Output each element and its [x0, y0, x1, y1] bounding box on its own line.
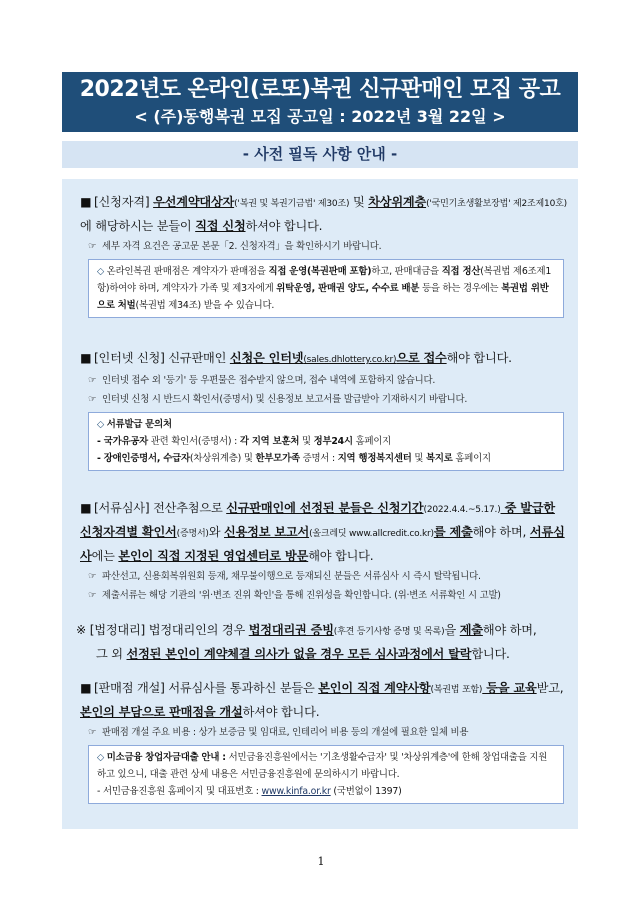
text: 합니다. — [471, 647, 510, 661]
text: 해야 합니다. — [308, 549, 374, 563]
text: 해야 하며, — [472, 525, 530, 539]
text: 및 — [349, 195, 369, 209]
text: 서류심사를 통과하신 분들은 — [164, 681, 319, 695]
box-header: 미소금융 창업자금대출 안내 : — [106, 752, 226, 763]
box-header: 서류발급 문의처 — [106, 419, 172, 430]
box-text: 등을 하는 경우에는 — [419, 283, 502, 294]
small-text: (후견 등기사항 증명 및 목록) — [333, 627, 445, 637]
text: 신규판매인 — [164, 351, 230, 365]
kinfa-link[interactable]: www.kinfa.or.kr — [261, 786, 331, 797]
text: 에 해당하시는 분들이 — [80, 219, 196, 233]
box-text: 온라인복권 판매점은 계약자가 판매점을 — [106, 266, 269, 277]
text: 전산추첨으로 — [149, 501, 227, 515]
box-text: 홈페이지 — [452, 453, 491, 464]
box-text: 홈페이지 — [352, 436, 392, 447]
sub-note-text: 파산선고, 신용회복위원회 등재, 채무불이행으로 등재되신 분들은 서류심사 시 즉시 탈락됩니다. — [102, 571, 481, 582]
text: 받고, — [536, 681, 564, 695]
box-text: 서민금융진흥원에서는 '기초생활수급자' 및 '차상위계층'에 한해 창업대출을 지원하고 있으니, 대출 관련 상세 내용은 서민금융진흥원에 문의하시기 바랍니다. — [97, 752, 548, 780]
box-text: 관련 확인서(증명서) : — [148, 436, 240, 447]
section-label: [판매점 개설] — [94, 681, 165, 695]
section-label: [인터넷 신청] — [94, 351, 165, 365]
box-text: (국번없이 1397) — [330, 786, 402, 797]
bold-text: 본인의 부담으로 판매점을 개설 — [80, 705, 243, 719]
box-bold: - 장애인증명서, 수급자 — [97, 453, 190, 464]
bold-text: 중 발급한 신청자격별 확인서 — [80, 501, 555, 539]
title-banner — [62, 72, 578, 132]
info-box — [88, 412, 564, 471]
bold-text: 법정대리권 증빙 — [248, 623, 334, 637]
square-bullet-icon: ■ — [80, 195, 92, 209]
bold-text: 서류심사 — [80, 525, 565, 563]
square-bullet-icon: ■ — [80, 681, 92, 695]
bold-text: 신규판매인에 선정된 분들은 신청기간 — [226, 501, 424, 515]
bold-text: 신용정보 보고서 — [224, 525, 310, 539]
sub-note-text: 제출서류는 해당 기관의 '위·변조 진위 확인'을 통해 진위성을 확인합니다. (위·변조 서류확인 시 고발) — [102, 590, 501, 601]
pointing-hand-icon: ☞ — [88, 394, 97, 405]
note-legal-representative — [76, 619, 572, 665]
sub-note — [80, 390, 570, 409]
pointing-hand-icon: ☞ — [88, 571, 97, 582]
diamond-icon: ◇ — [97, 752, 107, 763]
reference-mark: ※ — [76, 623, 87, 637]
notice-panel — [62, 179, 578, 829]
section-document-review — [80, 497, 570, 605]
box-bold: 지역 행정복지센터 — [337, 453, 412, 464]
page-title: 2022년도 온라인(로또)복권 신규판매인 모집 공고 — [79, 77, 561, 102]
text: 와 — [208, 525, 224, 539]
box-bold: 위탁운영, 판매권 양도, 수수료 배분 — [276, 283, 420, 294]
text: 그 외 — [96, 647, 127, 661]
text: 을 — [444, 623, 460, 637]
bold-text: 선정된 본인이 계약체결 의사가 없을 경우 모든 심사과정에서 탈락 — [126, 647, 472, 661]
diamond-icon: ◇ — [97, 419, 107, 430]
text: 해야 하며, — [482, 623, 537, 637]
bold-text: 를 제출 — [433, 525, 473, 539]
pointing-hand-icon: ☞ — [88, 375, 97, 386]
box-text: (복권법 제6조제1항)하여야 하며, 계약자가 가족 및 제3자에게 — [97, 266, 552, 294]
allcredit-url: (올크레딧 www.allcredit.co.kr) — [309, 529, 434, 539]
pointing-hand-icon: ☞ — [88, 590, 97, 601]
text: 해야 합니다. — [446, 351, 512, 365]
box-text: 및 — [299, 436, 314, 447]
text: 하셔야 합니다. — [242, 705, 320, 719]
bold-text: 제출 — [459, 623, 483, 637]
box-bold: 직접 운영(복권판매 포함) — [268, 266, 372, 277]
section-label: [법정대리] — [89, 623, 146, 637]
section-store-opening — [80, 677, 570, 804]
box-bold: 정부24시 — [313, 436, 353, 447]
page-subtitle-date: < (주)동행복권 모집 공고일 : 2022년 3월 22일 > — [134, 107, 506, 126]
box-bold: 복권법 위반으로 처벌 — [97, 283, 549, 311]
section-internet-apply — [80, 347, 570, 471]
box-bold: 각 지역 보훈처 — [239, 436, 300, 447]
pointing-hand-icon: ☞ — [88, 241, 97, 252]
sub-note-text: 세부 자격 요건은 공고문 본문「2. 신청자격」을 확인하시기 바랍니다. — [102, 241, 382, 252]
notice-heading: - 사전 필독 사항 안내 - — [62, 141, 578, 168]
sub-note — [80, 567, 570, 586]
box-text: 증명서 : — [299, 453, 338, 464]
box-text: 하고, 판매대금을 — [371, 266, 442, 277]
bold-text: 본인이 직접 계약사항 — [318, 681, 431, 695]
bold-text: 신청은 인터넷 — [229, 351, 304, 365]
info-box — [88, 745, 564, 804]
page-number: 1 — [317, 855, 325, 868]
box-text: (차상위계층) 및 — [189, 453, 256, 464]
bold-text: 본인이 직접 지정된 영업센터로 방문 — [118, 549, 309, 563]
priority-target-text: 우선계약대상자 — [153, 195, 235, 209]
text: 법정대리인의 경우 — [145, 623, 249, 637]
box-bold: 한부모가족 — [255, 453, 300, 464]
site-url: (sales.dhlottery.co.kr) — [303, 355, 397, 365]
box-bold: 복지로 — [426, 453, 453, 464]
section-label: [서류심사] — [94, 501, 150, 515]
sub-note-text: 판매점 개설 주요 비용 : 상가 보증금 및 임대료, 인테리어 비용 등의 개설에 필요한 일체 비용 — [102, 727, 469, 738]
box-text: - 서민금융진흥원 홈페이지 및 대표번호 : — [97, 786, 262, 797]
sub-note — [80, 371, 570, 390]
bold-text: 등을 교육 — [482, 681, 537, 695]
sub-note — [80, 723, 570, 742]
near-poverty-text: 차상위계층 — [368, 195, 427, 209]
period-text: (2022.4.4.~5.17.) — [423, 505, 501, 515]
pointing-hand-icon: ☞ — [88, 727, 97, 738]
bold-text: 으로 접수 — [396, 351, 447, 365]
section-qualification — [80, 191, 570, 318]
sub-note-text: 인터넷 접수 외 '등기' 등 우편물은 접수받지 않으며, 접수 내역에 포함하지 않습니다. — [102, 375, 436, 386]
section-label: [신청자격] — [94, 195, 150, 209]
direct-apply-text: 직접 신청 — [195, 219, 246, 233]
text: 에는 — [91, 549, 119, 563]
sub-note — [80, 237, 570, 256]
law-ref: ('국민기초생활보장법' 제2조제10호) — [426, 199, 567, 209]
diamond-icon: ◇ — [97, 266, 107, 277]
box-bold: - 국가유공자 — [97, 436, 149, 447]
text: 하셔야 합니다. — [245, 219, 323, 233]
law-ref: ('복권 및 복권기금법' 제30조) — [234, 199, 350, 209]
box-bold: 직접 정산 — [441, 266, 481, 277]
square-bullet-icon: ■ — [80, 351, 92, 365]
box-text: 및 — [411, 453, 427, 464]
sub-note — [80, 586, 570, 605]
square-bullet-icon: ■ — [80, 501, 92, 515]
small-text: (증명서) — [176, 529, 209, 539]
small-text: (복권법 포함) — [430, 685, 483, 695]
info-box — [88, 259, 564, 318]
box-text: (복권법 제34조) 받을 수 있습니다. — [135, 300, 275, 311]
sub-note-text: 인터넷 신청 시 반드시 확인서(증명서) 및 신용정보 보고서를 발급받아 기재하시기 바랍니다. — [102, 394, 468, 405]
